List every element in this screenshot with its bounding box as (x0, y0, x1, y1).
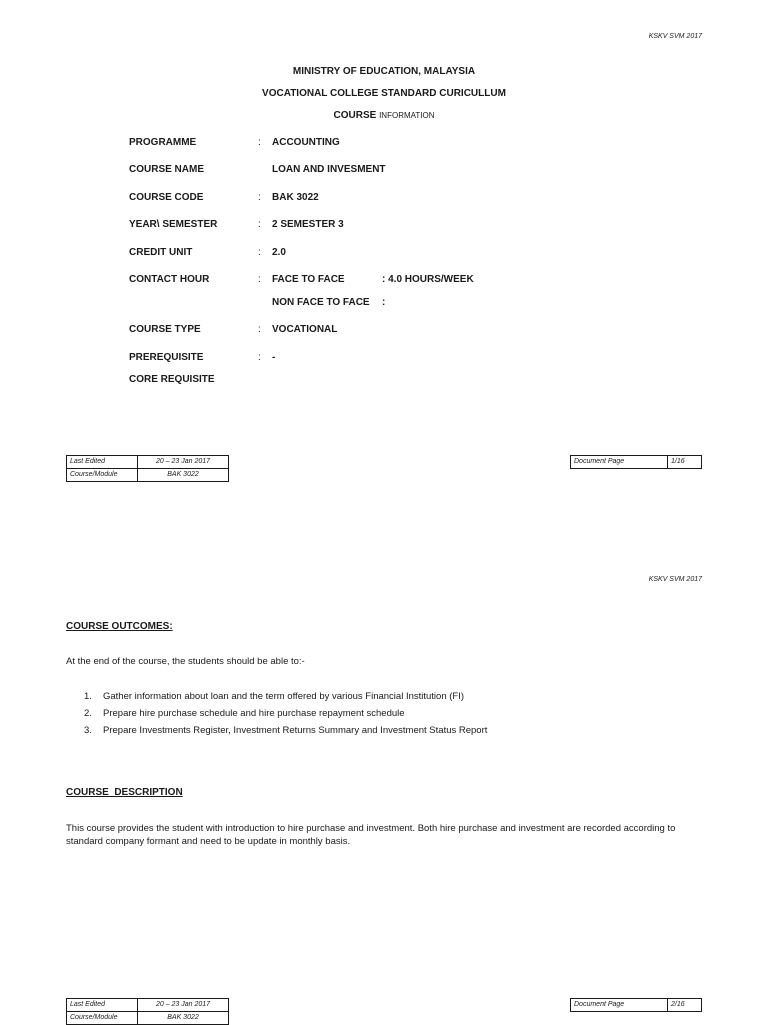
course-module-label: Course/Module (67, 469, 138, 482)
header-reference-2: KSKV SVM 2017 (648, 576, 702, 583)
non-face-to-face-label: NON FACE TO FACE (272, 297, 370, 308)
curriculum-title: VOCATIONAL COLLEGE STANDARD CURICULLUM (262, 88, 506, 99)
year-semester-label: YEAR\ SEMESTER (129, 219, 218, 230)
course-description-heading: COURSE DESCRIPTION (66, 787, 183, 798)
outcome-text: Prepare Investments Register, Investment Returns Summary and Investment Status Report (103, 725, 488, 736)
prerequisite-value: - (272, 352, 276, 363)
document-page-label: Document Page (571, 999, 668, 1012)
course-name-label: COURSE NAME (129, 164, 205, 175)
document-page-value: 2/16 (668, 999, 702, 1012)
contact-hour-label: CONTACT HOUR (129, 274, 210, 285)
outcome-number: 1. (84, 691, 92, 702)
course-type-colon: : (258, 324, 261, 335)
footer-page-table (570, 455, 702, 469)
contact-hour-colon: : (258, 274, 261, 285)
document-page-label: Document Page (571, 456, 668, 469)
course-word: COURSE (333, 110, 377, 121)
prerequisite-label: PREREQUISITE (129, 352, 204, 363)
course-module-value: BAK 3022 (138, 469, 229, 482)
credit-unit-colon: : (258, 247, 261, 258)
programme-colon: : (258, 137, 261, 148)
last-edited-label: Last Edited (67, 999, 138, 1012)
course-code-value: BAK 3022 (272, 192, 319, 203)
footer-page-table-2 (570, 998, 702, 1012)
credit-unit-value: 2.0 (272, 247, 286, 258)
last-edited-value: 20 – 23 Jan 2017 (138, 999, 229, 1012)
course-module-value: BAK 3022 (138, 1012, 229, 1025)
outcome-number: 2. (84, 708, 92, 719)
footer-edit-table (66, 455, 229, 482)
last-edited-value: 20 – 23 Jan 2017 (138, 456, 229, 469)
course-type-value: VOCATIONAL (272, 324, 338, 335)
course-name-value: LOAN AND INVESMENT (272, 164, 386, 175)
course-module-label: Course/Module (67, 1012, 138, 1025)
outcome-text: Prepare hire purchase schedule and hire purchase repayment schedule (103, 708, 405, 719)
year-semester-colon: : (258, 219, 261, 230)
prerequisite-colon: : (258, 352, 261, 363)
core-requisite-label: CORE REQUISITE (129, 374, 215, 385)
non-face-to-face-colon: : (382, 297, 386, 308)
course-information-title (0, 110, 768, 121)
footer-edit-table-2 (66, 998, 229, 1025)
last-edited-label: Last Edited (67, 456, 138, 469)
outcome-number: 3. (84, 725, 92, 736)
ministry-title: MINISTRY OF EDUCATION, MALAYSIA (292, 66, 476, 77)
header-reference: KSKV SVM 2017 (648, 33, 702, 40)
programme-value: ACCOUNTING (272, 137, 340, 148)
outcomes-intro: At the end of the course, the students should be able to:- (66, 656, 305, 667)
course-description-text: This course provides the student with introduction to hire purchase and investment. Both hire purchase and investment are recorded according to standard company formant and need to be update in monthly basis. (66, 823, 676, 847)
course-code-colon: : (258, 192, 261, 203)
outcome-text: Gather information about loan and the term offered by various Financial Institution (FI) (103, 691, 465, 702)
course-outcomes-heading: COURSE OUTCOMES: (66, 621, 173, 632)
credit-unit-label: CREDIT UNIT (129, 247, 193, 258)
course-type-label: COURSE TYPE (129, 324, 201, 335)
programme-label: PROGRAMME (129, 137, 197, 148)
face-to-face-hours: : 4.0 HOURS/WEEK (382, 274, 474, 285)
information-word: INFORMATION (379, 111, 435, 120)
document-page-value: 1/16 (668, 456, 702, 469)
year-semester-value: 2 SEMESTER 3 (272, 219, 344, 230)
course-code-label: COURSE CODE (129, 192, 204, 203)
face-to-face-label: FACE TO FACE (272, 274, 345, 285)
